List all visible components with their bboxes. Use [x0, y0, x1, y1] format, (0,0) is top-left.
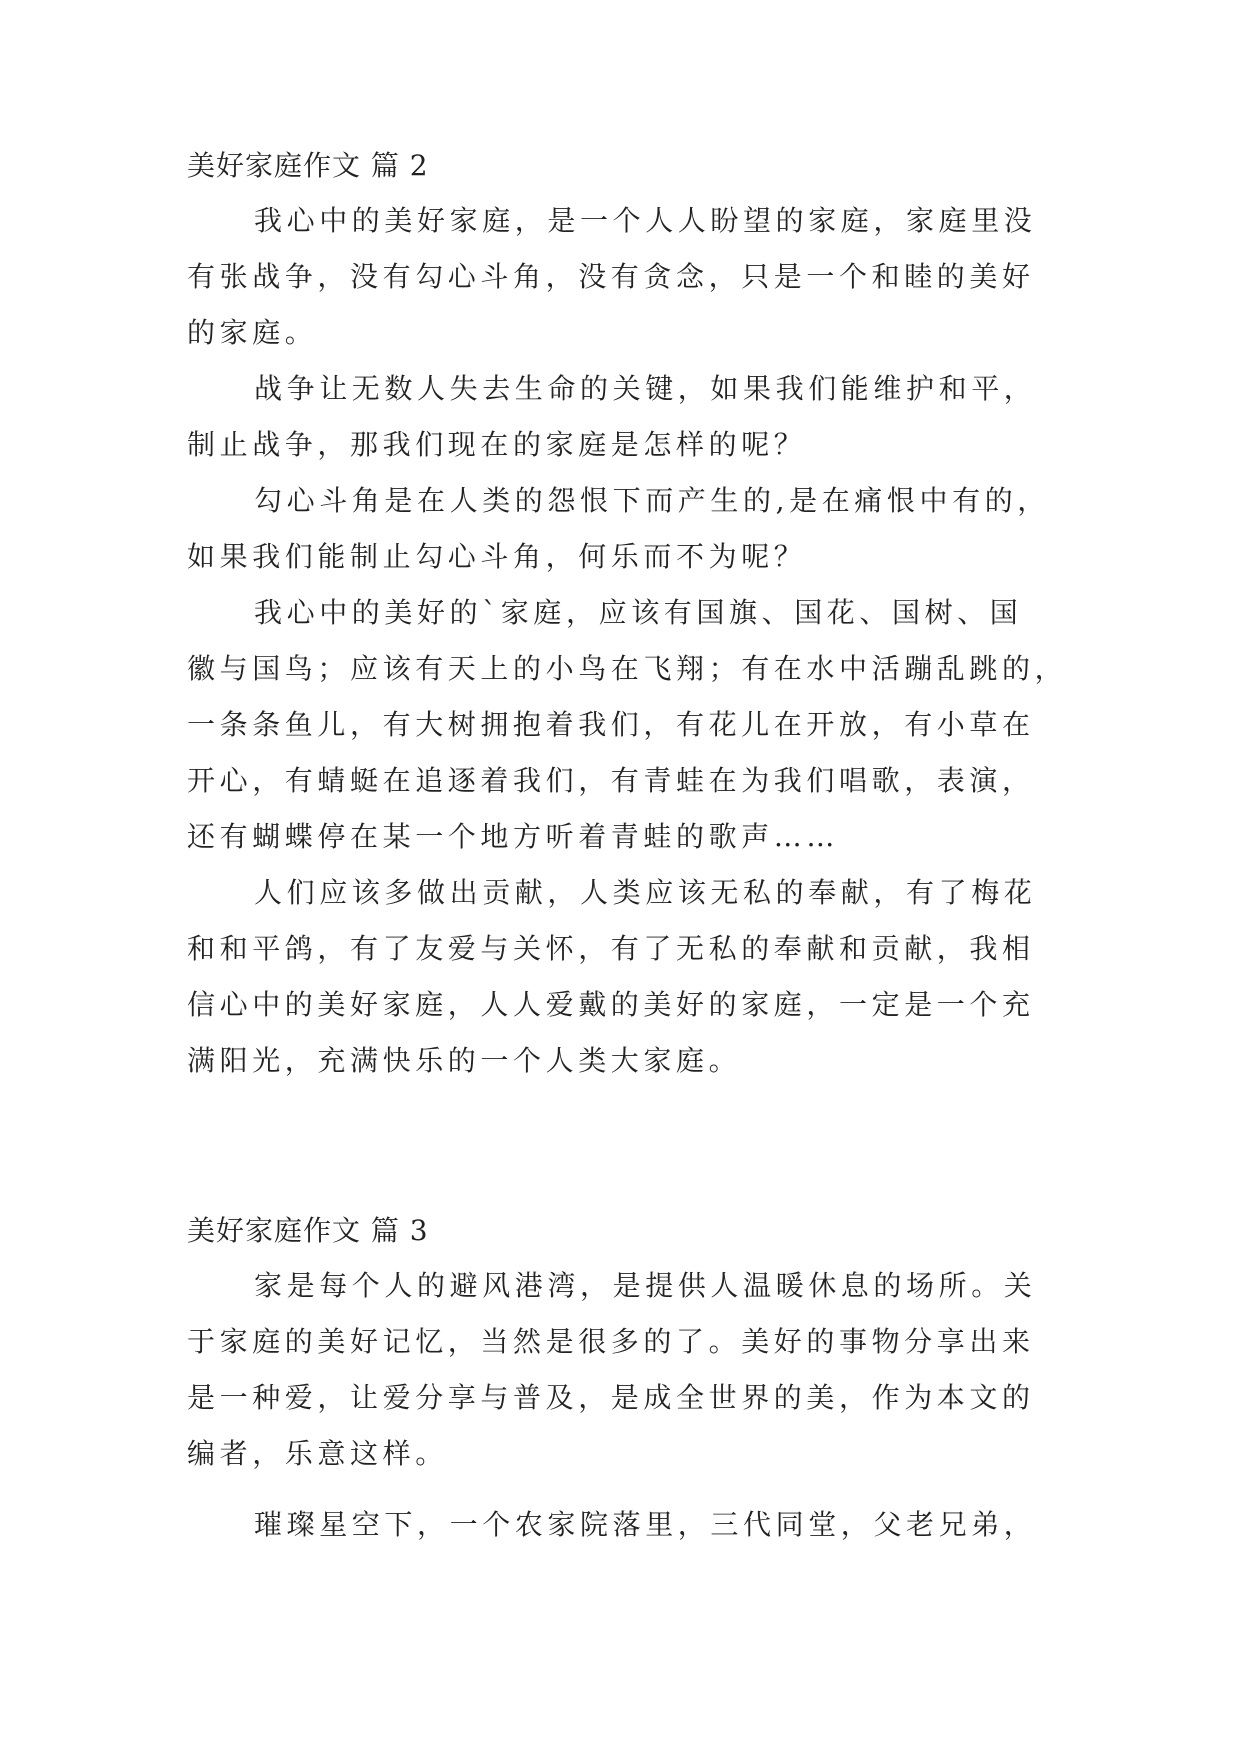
paragraph-line: 的家庭。	[187, 316, 318, 349]
paragraph-line: 还有蝴蝶停在某一个地方听着青蛙的歌声……	[187, 820, 840, 853]
paragraph-line: 一条条鱼儿，有大树拥抱着我们，有花儿在开放，有小草在	[187, 708, 1035, 741]
paragraph-line: 勾心斗角是在人类的怨恨下而产生的,是在痛恨中有的，	[254, 484, 1050, 517]
section-title: 美好家庭作文 篇 2	[187, 149, 429, 182]
paragraph-line: 于家庭的美好记忆，当然是很多的了。美好的事物分享出来	[187, 1325, 1035, 1358]
paragraph-line: 制止战争，那我们现在的家庭是怎样的呢？	[187, 428, 807, 461]
paragraph-line: 我心中的美好的`家庭，应该有国旗、国花、国树、国	[254, 596, 1023, 629]
paragraph-line: 编者，乐意这样。	[187, 1437, 448, 1470]
paragraph-line: 人们应该多做出贡献，人类应该无私的奉献，有了梅花	[254, 876, 1037, 909]
paragraph-line: 是一种爱，让爱分享与普及，是成全世界的美，作为本文的	[187, 1381, 1035, 1414]
paragraph-line: 有张战争，没有勾心斗角，没有贪念，只是一个和睦的美好	[187, 260, 1035, 293]
section-title: 美好家庭作文 篇 3	[187, 1214, 429, 1247]
paragraph-line: 徽与国鸟；应该有天上的小鸟在飞翔；有在水中活蹦乱跳的，	[187, 652, 1068, 685]
paragraph-line: 战争让无数人失去生命的关键，如果我们能维护和平，	[254, 372, 1037, 405]
paragraph-line: 满阳光，充满快乐的一个人类大家庭。	[187, 1044, 742, 1077]
paragraph-line: 如果我们能制止勾心斗角，何乐而不为呢？	[187, 540, 807, 573]
paragraph-line: 和和平鸽，有了友爱与关怀，有了无私的奉献和贡献，我相	[187, 932, 1035, 965]
paragraph-line: 开心，有蜻蜓在追逐着我们，有青蛙在为我们唱歌，表演，	[187, 764, 1035, 797]
paragraph-line: 我心中的美好家庭，是一个人人盼望的家庭，家庭里没	[254, 204, 1037, 237]
paragraph-line: 信心中的美好家庭，人人爱戴的美好的家庭，一定是一个充	[187, 988, 1035, 1021]
paragraph-line: 璀璨星空下，一个农家院落里，三代同堂，父老兄弟，	[254, 1508, 1037, 1541]
paragraph-line: 家是每个人的避风港湾，是提供人温暖休息的场所。关	[254, 1269, 1037, 1302]
